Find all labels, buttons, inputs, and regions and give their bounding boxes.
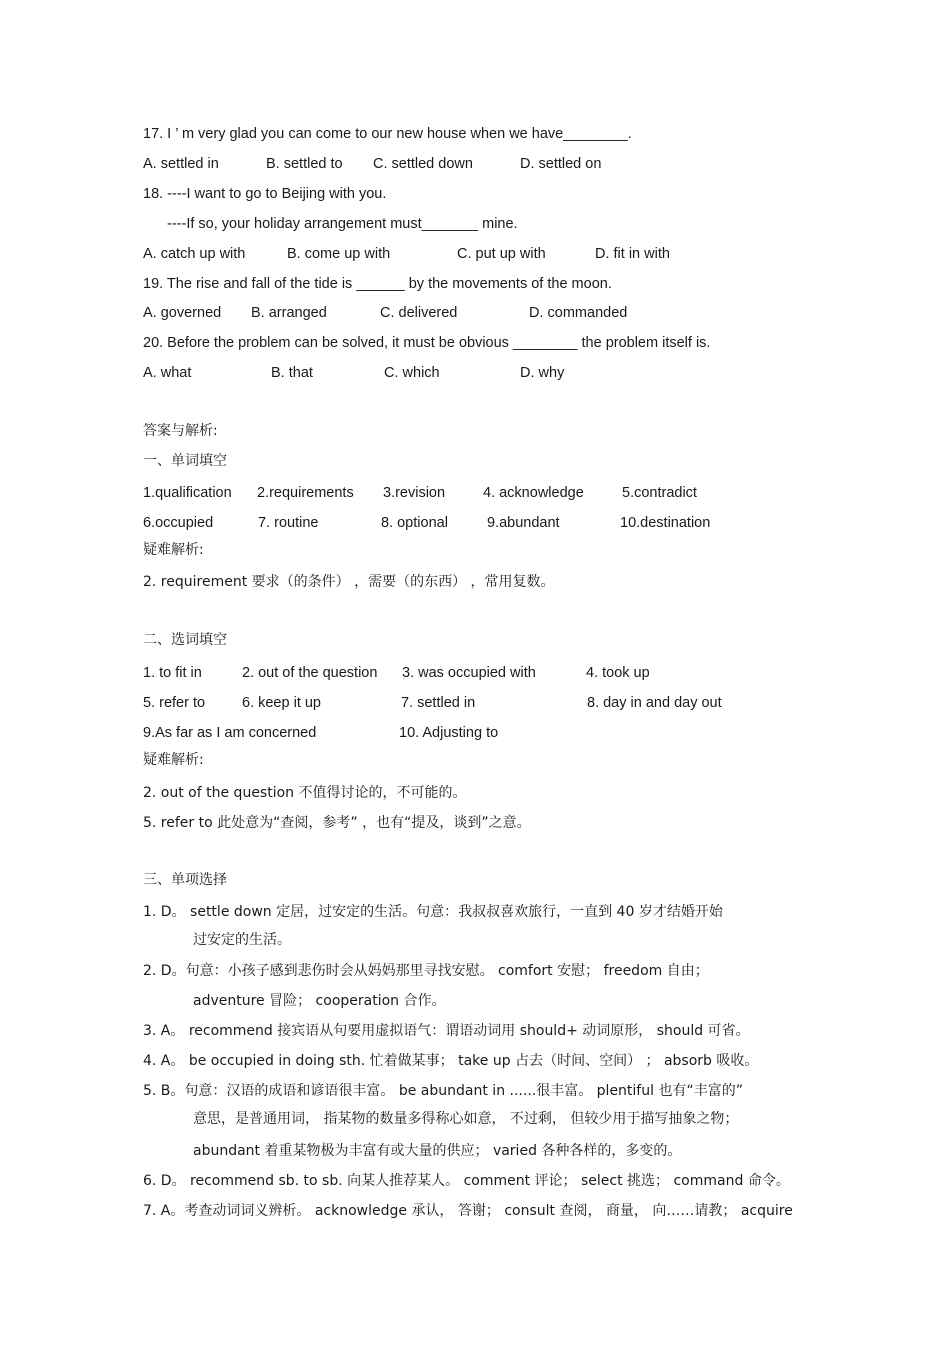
answer-1: 1.qualification: [143, 485, 232, 501]
answer-1: 1. to fit in: [143, 665, 202, 681]
part2-note-1: 2. out of the question 不值得讨论的，不可能的。: [143, 785, 467, 801]
part2-note-2: 5. refer to 此处意为“查阅，参考” ，也有“提及，谈到”之意。: [143, 815, 531, 831]
part3-item-7: 7. A。考查动词词义辨析。 acknowledge 承认， 答谢； consult 查阅， 商量， 向……请教； acquire: [143, 1203, 793, 1219]
option-b: B. come up with: [287, 246, 391, 262]
option-b: B. arranged: [251, 305, 327, 321]
option-d: D. commanded: [529, 305, 628, 321]
option-b: B. that: [271, 365, 313, 381]
answer-9: 9.abundant: [487, 515, 560, 531]
q18-stem: 18. ----I want to go to Beijing with you.: [143, 186, 387, 202]
part3-item-5-cont: 意思，是普通用词， 指某物的数量多得称心如意， 不过剩， 但较少用于描写抽象之物；: [193, 1111, 739, 1127]
answer-6: 6.occupied: [143, 515, 214, 531]
option-a: A. settled in: [143, 156, 219, 172]
part1-notes-label: 疑难解析:: [143, 542, 204, 558]
answer-2: 2. out of the question: [242, 665, 378, 681]
answer-4: 4. acknowledge: [483, 485, 584, 501]
option-a: A. catch up with: [143, 246, 246, 262]
q20-stem: 20. Before the problem can be solved, it must be obvious ________ the problem itself is.: [143, 335, 711, 351]
answer-8: 8. optional: [381, 515, 448, 531]
answer-9: 9.As far as I am concerned: [143, 725, 317, 741]
option-a: A. what: [143, 365, 192, 381]
option-d: D. why: [520, 365, 565, 381]
answer-6: 6. keep it up: [242, 695, 321, 711]
part3-item-3: 3. A。 recommend 接宾语从句要用虚拟语气：谓语动词用 should+ 动词原形， should 可省。: [143, 1023, 750, 1039]
part1-title: 一、单词填空: [143, 453, 227, 469]
answer-7: 7. settled in: [401, 695, 476, 711]
answer-3: 3.revision: [383, 485, 446, 501]
answer-3: 3. was occupied with: [402, 665, 536, 681]
answer-10: 10. Adjusting to: [399, 725, 499, 741]
part3-item-4: 4. A。 be occupied in doing sth. 忙着做某事； take up 占去（时间、空间） ； absorb 吸收。: [143, 1053, 759, 1069]
part3-item-5: 5. B。句意：汉语的成语和谚语很丰富。 be abundant in ......很丰富。 plentiful 也有“丰富的”: [143, 1083, 743, 1099]
answer-7: 7. routine: [258, 515, 319, 531]
part2-notes-label: 疑难解析:: [143, 752, 204, 768]
q18-stem-reply: ----If so, your holiday arrangement must_______ mine.: [167, 216, 518, 232]
part3-item-1-cont: 过安定的生活。: [193, 932, 291, 948]
part3-item-5-cont2: abundant 着重某物极为丰富有或大量的供应； varied 各种各样的，多变的。: [193, 1143, 682, 1159]
answers-heading: 答案与解析:: [143, 423, 218, 439]
option-d: D. settled on: [520, 156, 602, 172]
option-c: C. delivered: [380, 305, 458, 321]
part3-item-6: 6. D。 recommend sb. to sb. 向某人推荐某人。 comment 评论； select 挑选； command 命令。: [143, 1173, 790, 1189]
part3-item-1: 1. D。 settle down 定居，过安定的生活。句意：我叔叔喜欢旅行，一直到 40 岁才结婚开始: [143, 904, 723, 920]
part3-title: 三、单项选择: [143, 872, 227, 888]
answer-5: 5. refer to: [143, 695, 206, 711]
answer-8: 8. day in and day out: [587, 695, 722, 711]
answer-10: 10.destination: [620, 515, 711, 531]
q19-stem: 19. The rise and fall of the tide is ______ by the movements of the moon.: [143, 276, 612, 292]
option-a: A. governed: [143, 305, 222, 321]
answer-4: 4. took up: [586, 665, 650, 681]
answer-2: 2.requirements: [257, 485, 354, 501]
option-d: D. fit in with: [595, 246, 670, 262]
part2-title: 二、选词填空: [143, 632, 227, 648]
part3-item-2-cont: adventure 冒险； cooperation 合作。: [193, 993, 446, 1009]
option-c: C. settled down: [373, 156, 473, 172]
option-c: C. which: [384, 365, 440, 381]
option-b: B. settled to: [266, 156, 343, 172]
part3-item-2: 2. D。句意：小孩子感到悲伤时会从妈妈那里寻找安慰。 comfort 安慰； freedom 自由；: [143, 963, 709, 979]
part1-note-1: 2. requirement 要求（的条件） ，需要（的东西） ，常用复数。: [143, 574, 555, 590]
option-c: C. put up with: [457, 246, 546, 262]
q17-stem: 17. I ’ m very glad you can come to our new house when we have________.: [143, 126, 632, 142]
answer-5: 5.contradict: [622, 485, 697, 501]
